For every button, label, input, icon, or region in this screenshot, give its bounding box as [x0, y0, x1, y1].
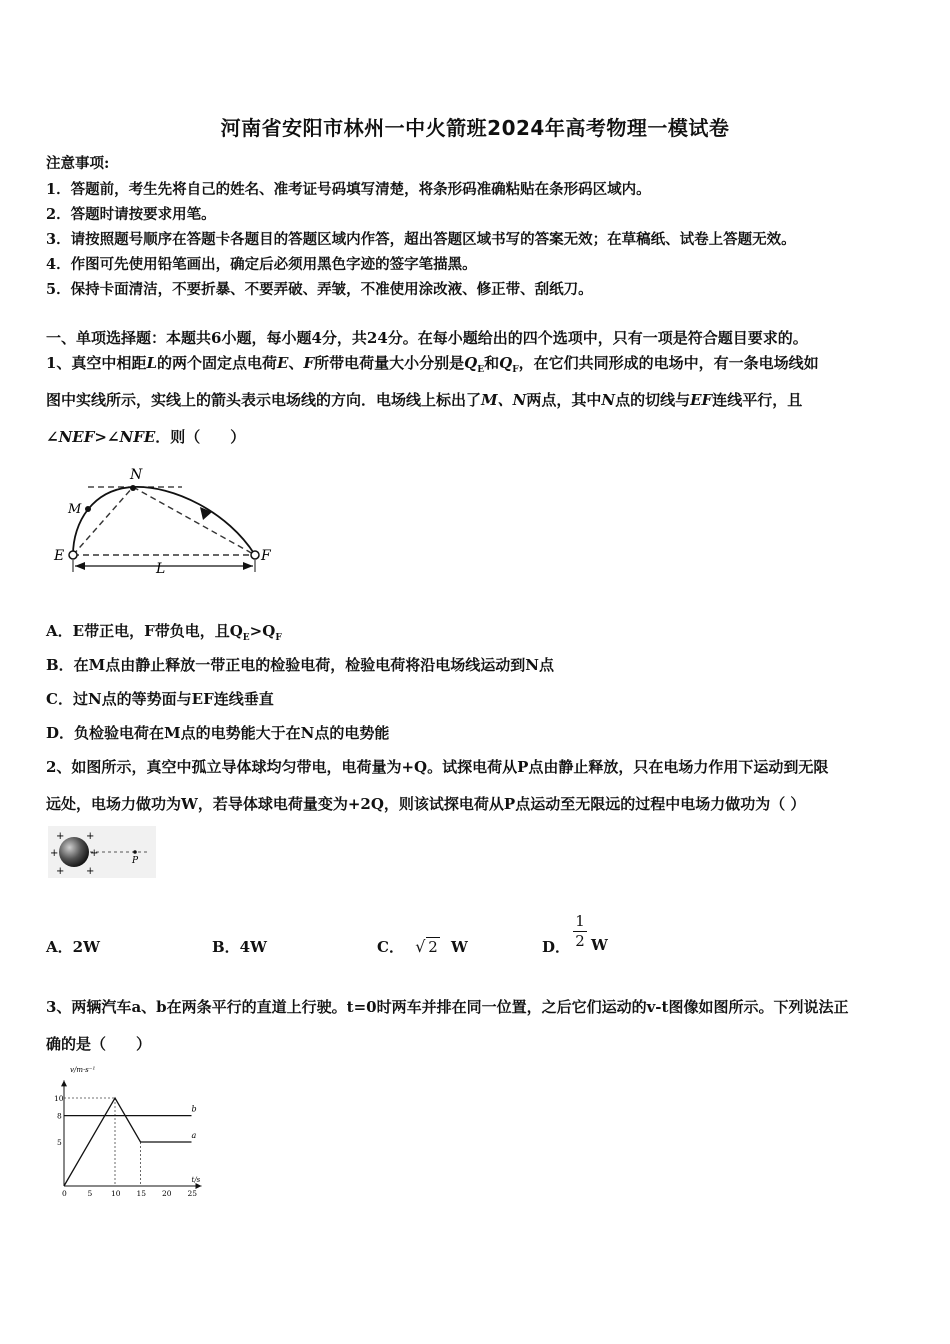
- x-tick-15: 15: [136, 1189, 147, 1198]
- label-F: F: [261, 548, 271, 564]
- q1-line-2: 图中实线所示，实线上的箭头表示电场线的方向．电场线上标出了M、N两点，其中N点的切线与EF连线平行，且: [46, 391, 803, 409]
- q2-line-1: 2、如图所示，真空中孤立导体球均匀带电，电荷量为+Q。试探电荷从P点由静止释放，只在电场力作用下运动到无限: [46, 758, 829, 776]
- notice-item-4: 4．作图可先使用铅笔画出，确定后必须用黑色字迹的签字笔描黑。: [46, 256, 477, 273]
- field-line: [73, 487, 255, 555]
- label-L: L: [156, 561, 166, 577]
- y-axis-arrow: [61, 1080, 67, 1086]
- svg-text:+: +: [56, 866, 65, 877]
- q1-option-b[interactable]: B．在M点由静止释放一带正电的检验电荷，检验电荷将沿电场线运动到N点: [46, 656, 554, 674]
- label-M: M: [68, 502, 82, 517]
- x-axis-label: t/s: [191, 1176, 201, 1184]
- svg-text:+: +: [50, 848, 59, 859]
- svg-text:+: +: [90, 848, 99, 859]
- x-tick-0: 0: [62, 1189, 67, 1198]
- q2-option-b[interactable]: B．4W: [212, 938, 267, 956]
- q1-option-c[interactable]: C．过N点的等势面与EF连线垂直: [46, 690, 274, 708]
- series-label-b: b: [191, 1104, 197, 1114]
- notice-item-5: 5．保持卡面清洁，不要折暴、不要弄破、弄皱，不准使用涂改液、修正带、刮纸刀。: [46, 281, 593, 298]
- x-tick-5: 5: [87, 1189, 93, 1198]
- series-a: [64, 1098, 192, 1186]
- notice-heading: 注意事项:: [46, 155, 110, 172]
- y-tick-8: 8: [57, 1111, 62, 1121]
- q2-option-a[interactable]: A．2W: [46, 938, 100, 956]
- x-tick-10: 10: [111, 1189, 121, 1198]
- q2-option-d-unit: W: [591, 936, 608, 954]
- x-tick-20: 20: [162, 1189, 172, 1198]
- point-N: [130, 485, 136, 491]
- x-tick-25: 25: [187, 1189, 198, 1198]
- y-tick-10: 10: [54, 1094, 64, 1103]
- point-M: [85, 506, 91, 512]
- distance-arrow-left: [75, 562, 85, 570]
- q1-option-d[interactable]: D．负检验电荷在M点的电势能大于在N点的电势能: [46, 724, 390, 742]
- y-tick-5: 5: [57, 1138, 62, 1147]
- section-heading: 一、单项选择题：本题共6小题，每小题4分，共24分。在每小题给出的四个选项中，只有一项是符合题目要求的。: [46, 329, 808, 347]
- q2-fraction: 1 2: [573, 912, 587, 950]
- label-N: N: [130, 467, 143, 483]
- q2-sphere-diagram: [48, 826, 156, 878]
- charge-F: [251, 551, 259, 559]
- svg-text:+: +: [86, 831, 95, 842]
- q1-line-1: 1、真空中相距L的两个固定点电荷E、F所带电荷量大小分别是$Q_E$和$Q_F$，在它们共同形成的电场中，有一条电场线如: [46, 354, 819, 375]
- q3-line-2: 确的是（ ）: [46, 1035, 152, 1053]
- q1-option-a[interactable]: A．E带正电，F带负电，且$Q_E>Q_F$: [46, 622, 282, 643]
- notice-item-3: 3．请按照题号顺序在答题卡各题目的答题区域内作答，超出答题区域书写的答案无效；在草稿纸、试卷上答题无效。: [46, 231, 796, 248]
- svg-text:+: +: [56, 831, 65, 842]
- svg-text:+: +: [86, 866, 95, 877]
- y-axis-label: v/m·s⁻¹: [70, 1066, 96, 1074]
- q2-option-c[interactable]: C． √ 2 W: [377, 937, 468, 956]
- series-label-a: a: [191, 1131, 197, 1140]
- q3-line-1: 3、两辆汽车a、b在两条平行的直道上行驶。t=0时两车并排在同一位置，之后它们运动的v-t图像如图所示。下列说法正: [46, 998, 849, 1016]
- vt-chart: [40, 1064, 240, 1204]
- point-P: [133, 850, 137, 854]
- page-title: 河南省安阳市林州一中火箭班2024年高考物理一模试卷: [220, 116, 730, 140]
- q2-option-d[interactable]: D．: [542, 938, 571, 956]
- label-P: P: [132, 856, 139, 866]
- line-EN: [73, 487, 133, 555]
- charge-E: [69, 551, 77, 559]
- q2-line-2: 远处，电场力做功为W，若导体球电荷量变为+2Q，则该试探电荷从P点运动至无限远的过程中电场力做功为（ ）: [46, 795, 806, 813]
- notice-item-1: 1．答题前，考生先将自己的姓名、准考证号码填写清楚，将条形码准确粘贴在条形码区域内。: [46, 181, 651, 198]
- line-NF: [133, 487, 255, 555]
- q1-line-3: ∠NEF>∠NFE．则（ ）: [46, 428, 246, 446]
- q1-field-diagram: [48, 462, 288, 580]
- label-E: E: [54, 548, 65, 564]
- notice-item-2: 2．答题时请按要求用笔。: [46, 206, 216, 223]
- distance-arrow-right: [243, 562, 253, 570]
